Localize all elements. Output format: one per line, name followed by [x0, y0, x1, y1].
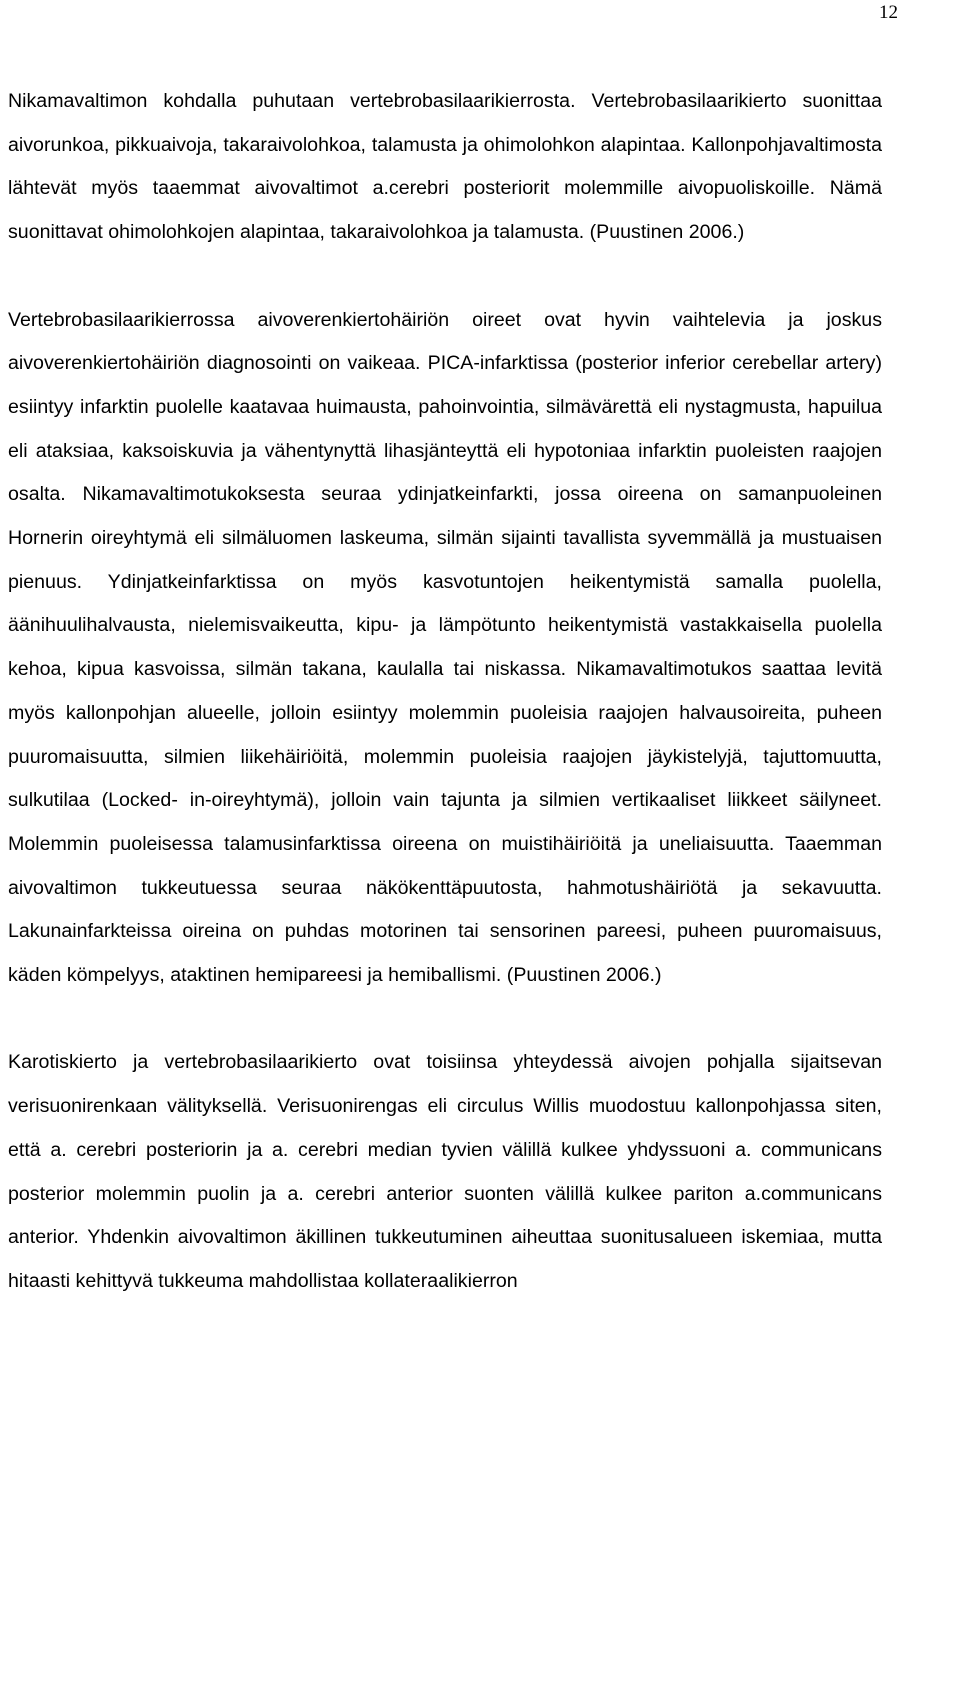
paragraph-vertebrobasilar-circulation: Nikamavaltimon kohdalla puhutaan vertebrobasilaarikierrosta. Vertebrobasilaarikierto suonittaa aivorunkoa, pikkuaivoja, takaraivolohkoa, talamusta ja ohimolohkon alapintaa. Kallonpohjavaltimosta lähtevät myös taaemmat aivovaltimot a.cerebri posteriorit molemmille aivopuoliskoille. Nämä suonittavat ohimolohkojen alapintaa, takaraivolohkoa ja talamusta. (Puustinen 2006.)	[8, 90, 882, 244]
paragraph-symptoms: Vertebrobasilaarikierrossa aivoverenkiertohäiriön oireet ovat hyvin vaihtelevia ja joskus aivoverenkiertohäiriön diagnosointi on vaikeaa. PICA-infarktissa (posterior inferior cerebellar artery) esiintyy infarktin puolelle kaatavaa huimausta, pahoinvointia, silmävärettä eli nystagmusta, hapuilua eli ataksiaa, kaksoiskuvia ja vähentynyttä lihasjänteyttä eli hypotoniaa infarktin puoleisten raajojen osalta. Nikamavaltimotukoksesta seuraa ydinjatkeinfarkti, jossa oireena on samanpuoleinen Hornerin oireyhtymä eli silmäluomen laskeuma, silmän sijainti tavallista syvemmällä ja mustuaisen pienuus. Ydinjatkeinfarktissa on myös kasvotuntojen heikentymistä samalla puolella, äänihuulihalvausta, nielemisvaikeutta, kipu- ja lämpötunto heikentymistä vastakkaisella puolella kehoa, kipua kasvoissa, silmän takana, kaulalla tai niskassa. Nikamavaltimotukos saattaa levitä myös kallonpohjan alueelle, jolloin esiintyy molemmin puoleisia raajojen halvausoireita, puheen puuromaisuutta, silmien liikehäiriöitä, molemmin puoleisia raajojen jäykistelyjä, tajuttomuutta, sulkutilaa (Locked- in-oireyhtymä), jolloin vain tajunta ja silmien vertikaaliset liikkeet säilyneet. Molemmin puoleisessa talamusinfarktissa oireena on muistihäiriöitä ja uneliaisuutta. Taaemman aivovaltimon tukkeutuessa seuraa näkökenttäpuutosta, hahmotushäiriötä ja sekavuutta. Lakunainfarkteissa oireina on puhdas motorinen tai sensorinen pareesi, puheen puuromaisuus, käden kömpelyys, ataktinen hemipareesi ja hemiballismi. (Puustinen 2006.)	[8, 308, 882, 987]
paragraph-circle-of-willis: Karotiskierto ja vertebrobasilaarikierto ovat toisiinsa yhteydessä aivojen pohjalla sijaitsevan verisuonirenkaan välityksellä. Verisuonirengas eli circulus Willis muodostuu kallonpohjassa siten, että a. cerebri posteriorin ja a. cerebri median tyvien välillä kulkee yhdyssuoni a. communicans posterior molemmin puolin ja a. cerebri anterior suonten välillä kulkee pariton a.communicans anterior. Yhdenkin aivovaltimon äkillinen tukkeutuminen aiheuttaa suonitusalueen iskemiaa, mutta hitaasti kehittyvä tukkeuma mahdollistaa kollateraalikierron	[8, 1051, 882, 1292]
body-text	[8, 80, 882, 1304]
page-number: 12	[879, 2, 898, 23]
